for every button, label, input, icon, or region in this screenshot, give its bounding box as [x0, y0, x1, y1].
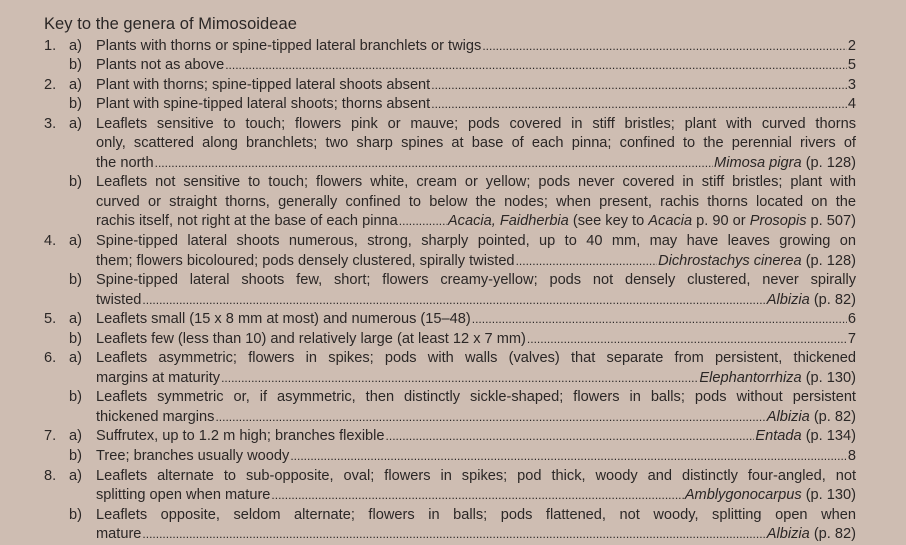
couplet-number: 7. — [44, 428, 57, 445]
lead-last-line: mature ..... Albizia (p. 82) — [96, 525, 856, 545]
couplet-7 — [44, 427, 856, 466]
lead-letter: b) — [69, 330, 82, 347]
leader-dots — [290, 447, 847, 467]
lead-letter: a) — [69, 232, 82, 249]
lead-1a — [44, 37, 856, 57]
lead-result: Elephantorrhiza (p. 130) — [699, 369, 856, 386]
lead-result: 5 — [847, 57, 856, 74]
lead-letter: a) — [69, 37, 82, 54]
couplet-number: 1. — [44, 37, 57, 54]
lead-letter: b) — [69, 174, 82, 191]
lead-line: Leaflets not sensitive to touch; flowers white, cream or yellow; pods never covered in stiff bristles; plant with — [96, 174, 856, 191]
lead-6b — [44, 388, 856, 427]
lead-last-line: Plant with thorns; spine-tipped lateral shoots absent ..... 3 — [96, 76, 856, 96]
lead-4b — [44, 271, 856, 310]
lead-letter: a) — [69, 76, 82, 93]
couplet-number: 2. — [44, 76, 57, 93]
lead-letter: b) — [69, 57, 82, 74]
lead-last-line: margins at maturity ..... Elephantorrhiza (p. 130) — [96, 369, 856, 389]
page-title: Key to the genera of Mimosoideae — [44, 15, 297, 33]
leader-dots — [431, 76, 847, 96]
lead-result: 4 — [847, 96, 856, 113]
lead-result: Dichrostachys cinerea (p. 128) — [658, 252, 856, 269]
lead-letter: b) — [69, 506, 82, 523]
lead-line: Leaflets sensitive to touch; flowers pink or mauve; pods covered in stiff bristles; plant with curved thorns — [96, 115, 856, 132]
lead-result: Entada (p. 134) — [755, 428, 856, 445]
lead-line: Leaflets alternate to sub-opposite, oval; flowers in spikes; pod thick, woody and distinctly four-angled, not — [96, 467, 856, 484]
lead-5a — [44, 310, 856, 330]
lead-line: Leaflets asymmetric; flowers in spikes; pods with walls (valves) that separate from persistent, thickened — [96, 350, 856, 367]
lead-last-line: Leaflets small (15 x 8 mm at most) and numerous (15–48) ..... 6 — [96, 310, 856, 330]
lead-result: 3 — [847, 76, 856, 93]
lead-last-line: Plants not as above ..... 5 — [96, 56, 856, 76]
lead-result: Albizia (p. 82) — [766, 408, 856, 425]
lead-letter: b) — [69, 272, 82, 289]
couplet-6 — [44, 349, 856, 427]
lead-result: Albizia (p. 82) — [766, 526, 856, 543]
lead-result: Mimosa pigra (p. 128) — [714, 154, 856, 171]
leader-dots — [225, 56, 847, 76]
lead-result: 7 — [847, 330, 856, 347]
lead-letter: b) — [69, 447, 82, 464]
lead-line: only, scattered along branchlets; two sharp spines at base of each pinna; confined to the perennial rivers of — [96, 135, 856, 152]
leader-dots — [527, 330, 847, 350]
lead-1b — [44, 56, 856, 76]
lead-3b — [44, 173, 856, 232]
lead-last-line: them; flowers bicoloured; pods densely clustered, spirally twisted ..... Dichrostachys cinerea (p. 128) — [96, 252, 856, 272]
couplet-8 — [44, 467, 856, 545]
lead-3a — [44, 115, 856, 174]
couplet-4 — [44, 232, 856, 310]
leader-dots — [142, 291, 765, 311]
leader-dots — [431, 95, 847, 115]
lead-letter: a) — [69, 350, 82, 367]
lead-result: Acacia, Faidherbia (see key to Acacia p. 90 or Prosopis p. 507) — [447, 213, 856, 230]
lead-letter: a) — [69, 311, 82, 328]
lead-last-line: Leaflets few (less than 10) and relatively large (at least 12 x 7 mm) ..... 7 — [96, 330, 856, 350]
lead-letter: a) — [69, 115, 82, 132]
lead-letter: b) — [69, 96, 82, 113]
lead-line: Spine-tipped lateral shoots few, short; flowers creamy-yellow; pods not densely clustered, never spirally — [96, 272, 856, 289]
couplet-1 — [44, 37, 856, 76]
lead-7a — [44, 427, 856, 447]
lead-8b — [44, 506, 856, 545]
leader-dots — [482, 37, 847, 57]
leader-dots — [221, 369, 698, 389]
lead-result: Amblygonocarpus (p. 130) — [684, 487, 856, 504]
lead-7b — [44, 447, 856, 467]
lead-last-line: splitting open when mature ..... Amblygonocarpus (p. 130) — [96, 486, 856, 506]
couplet-3 — [44, 115, 856, 232]
lead-result: 6 — [847, 311, 856, 328]
lead-line: curved or straight thorns, generally confined to below the nodes; when present, rachis thorns located on the — [96, 193, 856, 210]
couplet-number: 3. — [44, 115, 57, 132]
leader-dots — [215, 408, 765, 428]
lead-last-line: Plant with spine-tipped lateral shoots; thorns absent ..... 4 — [96, 95, 856, 115]
lead-last-line: Plants with thorns or spine-tipped lateral branchlets or twigs ..... 2 — [96, 37, 856, 57]
lead-6a — [44, 349, 856, 388]
lead-last-line: Tree; branches usually woody ..... 8 — [96, 447, 856, 467]
lead-result: Albizia (p. 82) — [766, 291, 856, 308]
lead-line: Leaflets symmetric or, if asymmetric, then distinctly sickle-shaped; flowers in balls; pods without persistent — [96, 389, 856, 406]
lead-line: Leaflets opposite, seldom alternate; flowers in balls; pods flattened, not woody, splitting open when — [96, 506, 856, 523]
lead-letter: a) — [69, 428, 82, 445]
lead-2b — [44, 95, 856, 115]
leader-dots — [516, 252, 658, 272]
leader-dots — [386, 427, 755, 447]
lead-4a — [44, 232, 856, 271]
lead-line: Spine-tipped lateral shoots numerous, strong, sharply pointed, up to 40 mm, may have leaves growing on — [96, 232, 856, 249]
lead-last-line: thickened margins ..... Albizia (p. 82) — [96, 408, 856, 428]
couplet-5 — [44, 310, 856, 349]
leader-dots — [155, 154, 713, 174]
lead-last-line: the north ..... Mimosa pigra (p. 128) — [96, 154, 856, 174]
lead-last-line: twisted ..... Albizia (p. 82) — [96, 291, 856, 311]
identification-key — [44, 37, 856, 545]
couplet-number: 6. — [44, 350, 57, 367]
couplet-2 — [44, 76, 856, 115]
lead-result: 8 — [847, 447, 856, 464]
couplet-number: 4. — [44, 232, 57, 249]
lead-5b — [44, 330, 856, 350]
leader-dots — [271, 486, 683, 506]
lead-letter: b) — [69, 389, 82, 406]
lead-result: 2 — [847, 37, 856, 54]
couplet-number: 5. — [44, 311, 57, 328]
couplet-number: 8. — [44, 467, 57, 484]
lead-last-line: rachis itself, not right at the base of each pinna ..... Acacia, Faidherbia (see key to Acacia p. 90 or Prosopis p. 507) — [96, 212, 856, 232]
lead-last-line: Suffrutex, up to 1.2 m high; branches flexible ..... Entada (p. 134) — [96, 427, 856, 447]
leader-dots — [472, 310, 847, 330]
lead-8a — [44, 467, 856, 506]
lead-2a — [44, 76, 856, 96]
leader-dots — [399, 212, 447, 232]
lead-letter: a) — [69, 467, 82, 484]
